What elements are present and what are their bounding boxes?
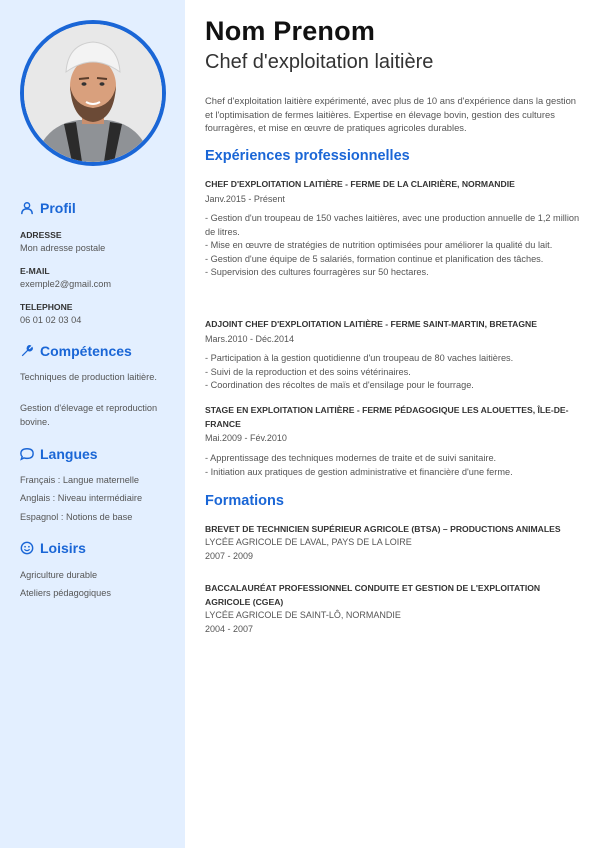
competences-title-text: Compétences xyxy=(40,343,132,359)
wrench-icon xyxy=(20,344,34,358)
job-entry-bullets xyxy=(205,352,580,393)
summary-paragraph: Chef d'exploitation laitière expérimenté, avec plus de 10 ans d'expérience dans la gestion et l'optimisation de fermes laitières. Expertise en élevage bovin, gestion des cultures fourragères, et mise en œuvre de pratiques agricoles durables. xyxy=(205,95,576,134)
loisirs-section-title xyxy=(20,540,86,556)
profile-photo xyxy=(20,20,166,166)
loisir-item: Agriculture durable xyxy=(20,570,98,580)
list-item: - Gestion d'un troupeau de 150 vaches laitières, avec une production annuelle de 1,2 million de litres. xyxy=(205,213,580,237)
langues-title-text: Langues xyxy=(40,446,98,462)
competence-item: Gestion d'élevage et reproduction bovine. xyxy=(20,403,158,427)
profil-title-text: Profil xyxy=(40,200,76,216)
email-label: E-MAIL xyxy=(20,266,50,276)
job-entry-title: ADJOINT CHEF D'EXPLOITATION LAITIÈRE - FERME SAINT-MARTIN, BRETAGNE xyxy=(205,319,537,329)
job-title-heading: Chef d'exploitation laitière xyxy=(205,51,434,73)
loisir-item: Ateliers pédagogiques xyxy=(20,588,111,598)
formation-school: LYCÉE AGRICOLE DE SAINT-LÔ, NORMANDIE xyxy=(205,610,401,620)
list-item: - Participation à la gestion quotidienne d'un troupeau de 80 vaches laitières. xyxy=(205,353,514,363)
formations-section-title: Formations xyxy=(205,493,284,509)
job-entry-title: STAGE EN EXPLOITATION LAITIÈRE - FERME PÉDAGOGIQUE LES ALOUETTES, ÎLE-DE-FRANCE xyxy=(205,405,569,429)
phone-label: TELEPHONE xyxy=(20,302,73,312)
list-item: - Coordination des récoltes de maïs et d'ensilage pour le fourrage. xyxy=(205,380,474,391)
address-value: Mon adresse postale xyxy=(20,243,106,253)
formation-date: 2007 - 2009 xyxy=(205,551,254,561)
job-entry-bullets xyxy=(205,452,580,479)
loisirs-title-text: Loisirs xyxy=(40,540,86,556)
avatar xyxy=(24,24,162,162)
competence-item: Techniques de production laitière. xyxy=(20,372,157,382)
experience-section-title: Expériences professionnelles xyxy=(205,148,410,164)
list-item: - Mise en œuvre de stratégies de nutrition optimisées pour améliorer la qualité du lait. xyxy=(205,240,553,251)
competences-section-title xyxy=(20,343,132,359)
langue-item: Anglais : Niveau intermédiaire xyxy=(20,493,143,503)
phone-value: 06 01 02 03 04 xyxy=(20,315,82,325)
formation-date: 2004 - 2007 xyxy=(205,624,254,634)
list-item: - Gestion d'une équipe de 5 salariés, formation continue et planification des tâches. xyxy=(205,253,544,264)
job-entry-bullets xyxy=(205,212,580,280)
job-entry-date: Janv.2015 - Présent xyxy=(205,194,285,204)
job-entry-date: Mars.2010 - Déc.2014 xyxy=(205,334,295,344)
langue-item: Espagnol : Notions de base xyxy=(20,512,133,522)
formation-title: BACCALAURÉAT PROFESSIONNEL CONDUITE ET GESTION DE L'EXPLOITATION AGRICOLE (CGEA) xyxy=(205,583,541,607)
person-name: Nom Prenom xyxy=(205,16,376,46)
job-entry-date: Mai.2009 - Fév.2010 xyxy=(205,433,287,443)
formation-title: BREVET DE TECHNICIEN SUPÉRIEUR AGRICOLE (BTSA) – PRODUCTIONS ANIMALES xyxy=(205,524,561,534)
email-value: exemple2@gmail.com xyxy=(20,279,112,289)
profil-section-title xyxy=(20,200,76,216)
list-item: - Apprentissage des techniques modernes de traite et de suivi sanitaire. xyxy=(205,453,497,463)
langues-section-title xyxy=(20,446,98,462)
chat-bubble-icon xyxy=(20,447,34,461)
smiley-icon xyxy=(20,541,34,555)
list-item: - Initiation aux pratiques de gestion administrative et financière d'une ferme. xyxy=(205,466,513,477)
job-entry-title: CHEF D'EXPLOITATION LAITIÈRE - FERME DE LA CLAIRIÈRE, NORMANDIE xyxy=(205,179,515,189)
list-item: - Suivi de la reproduction et des soins vétérinaires. xyxy=(205,366,411,377)
address-label: ADRESSE xyxy=(20,230,62,240)
formation-school: LYCÉE AGRICOLE DE LAVAL, PAYS DE LA LOIRE xyxy=(205,537,412,547)
langue-item: Français : Langue maternelle xyxy=(20,475,139,485)
list-item: - Supervision des cultures fourragères sur 50 hectares. xyxy=(205,267,429,278)
user-icon xyxy=(20,201,34,215)
